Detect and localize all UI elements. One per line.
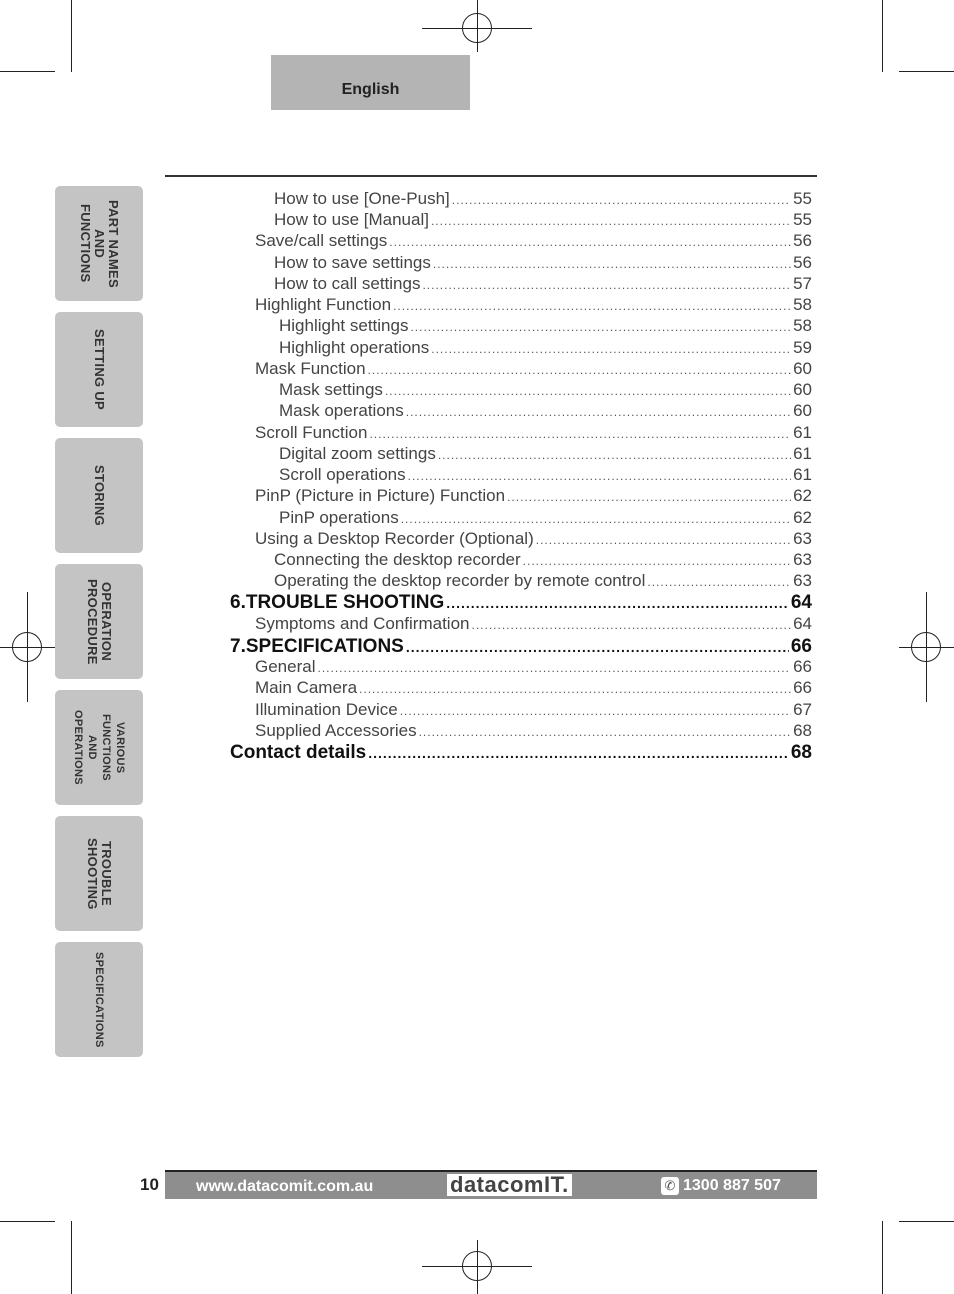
leader-dots [422, 275, 791, 296]
leader-dots [446, 593, 789, 614]
toc-page: 59 [793, 338, 812, 357]
toc-page: 55 [793, 210, 812, 229]
toc-title: Highlight settings [279, 316, 409, 335]
toc-entry[interactable] [230, 507, 812, 528]
toc-title: How to call settings [274, 274, 421, 293]
tab-trouble-shooting[interactable] [55, 816, 143, 931]
toc-entry[interactable] [230, 570, 812, 591]
toc-page: 61 [793, 465, 812, 484]
leader-dots [385, 381, 791, 402]
leader-dots [507, 487, 791, 508]
toc-entry[interactable] [230, 699, 812, 720]
language-tab[interactable] [271, 55, 470, 110]
toc-chapter[interactable] [230, 742, 812, 763]
toc-page: 68 [793, 721, 812, 740]
tab-label: STORING [92, 464, 107, 527]
toc-page: 66 [793, 657, 812, 676]
language-label: English [341, 80, 400, 98]
brand-logo: datacomIT. [447, 1174, 572, 1196]
toc-title: Symptoms and Confirmation [255, 614, 470, 633]
registration-circle [462, 13, 492, 43]
toc-page: 58 [793, 295, 812, 314]
toc-title: Supplied Accessories [255, 721, 417, 740]
toc-entry[interactable] [230, 549, 812, 570]
toc-entry[interactable] [230, 315, 812, 336]
toc-entry[interactable] [230, 485, 812, 506]
toc-entry[interactable] [230, 358, 812, 379]
leader-dots [368, 360, 792, 381]
toc-page: 60 [793, 401, 812, 420]
toc-page: 60 [793, 380, 812, 399]
crop-mark [899, 71, 954, 72]
toc-page: 63 [793, 550, 812, 569]
registration-circle [12, 632, 42, 662]
toc-title: Scroll Function [255, 423, 368, 442]
leader-dots [389, 232, 791, 253]
toc-title: Illumination Device [255, 700, 398, 719]
toc-title: Save/call settings [255, 231, 388, 250]
toc-page: 55 [793, 189, 812, 208]
toc-page: 60 [793, 359, 812, 378]
leader-dots [393, 296, 791, 317]
toc-title: How to use [One-Push] [274, 189, 450, 208]
toc-entry[interactable] [230, 656, 812, 677]
toc-entry[interactable] [230, 252, 812, 273]
leader-dots [406, 402, 791, 423]
toc-title: General [255, 657, 316, 676]
crop-mark [882, 1221, 883, 1294]
toc-title: PinP (Picture in Picture) Function [255, 486, 506, 505]
leader-dots [317, 658, 791, 679]
toc-page: 56 [793, 231, 812, 250]
toc-title: Operating the desktop recorder by remote control [274, 571, 646, 590]
crop-mark [899, 1221, 954, 1222]
tab-label: SPECIFICATIONS [93, 951, 105, 1048]
toc-entry[interactable] [230, 400, 812, 421]
toc-page: 63 [793, 529, 812, 548]
toc-entry[interactable] [230, 294, 812, 315]
toc-title: Contact details [230, 742, 367, 763]
toc-entry[interactable] [230, 188, 812, 209]
toc-title: PinP operations [279, 508, 399, 527]
toc-page: 56 [793, 253, 812, 272]
toc-entry[interactable] [230, 273, 812, 294]
leader-dots [359, 679, 791, 700]
leader-dots [408, 466, 791, 487]
toc-title: Mask Function [255, 359, 366, 378]
footer-bar [165, 1170, 817, 1199]
toc-title: Highlight operations [279, 338, 430, 357]
tab-label: PART NAMES AND FUNCTIONS [78, 199, 121, 288]
phone-contact[interactable] [661, 1177, 781, 1195]
leader-dots [431, 211, 791, 232]
toc-page: 64 [790, 592, 812, 613]
toc-title: 6.TROUBLE SHOOTING [230, 592, 445, 613]
toc-page: 68 [790, 742, 812, 763]
leader-dots [369, 424, 791, 445]
toc-chapter[interactable] [230, 636, 812, 657]
toc-page: 62 [793, 486, 812, 505]
leader-dots [523, 551, 791, 572]
registration-circle [462, 1251, 492, 1281]
toc-chapter[interactable] [230, 592, 812, 613]
toc-entry[interactable] [230, 209, 812, 230]
toc-entry[interactable] [230, 230, 812, 251]
toc-title: Main Camera [255, 678, 358, 697]
toc-title: Using a Desktop Recorder (Optional) [255, 529, 534, 548]
leader-dots [406, 637, 789, 658]
header-rule [165, 175, 817, 177]
phone-number: 1300 887 507 [683, 1177, 781, 1194]
toc-page: 58 [793, 316, 812, 335]
toc-entry[interactable] [230, 443, 812, 464]
toc-page: 57 [793, 274, 812, 293]
registration-circle [911, 632, 941, 662]
toc-page: 66 [790, 636, 812, 657]
toc-page: 62 [793, 508, 812, 527]
toc-title: Mask settings [279, 380, 383, 399]
leader-dots [419, 722, 791, 743]
crop-mark [0, 1221, 55, 1222]
toc-entry[interactable] [230, 379, 812, 400]
toc-page: 61 [793, 423, 812, 442]
tab-operation-procedure[interactable] [55, 564, 143, 679]
tab-label: VARIOUS FUNCTIONS AND OPERATIONS [72, 710, 126, 785]
crop-mark [71, 0, 72, 72]
toc-page: 66 [793, 678, 812, 697]
toc-title: Mask operations [279, 401, 404, 420]
leader-dots [438, 445, 791, 466]
tab-part-names[interactable] [55, 186, 143, 301]
leader-dots [433, 254, 791, 275]
tab-setting-up[interactable] [55, 312, 143, 427]
toc-title: Connecting the desktop recorder [274, 550, 521, 569]
toc-entry[interactable] [230, 720, 812, 741]
page-number: 10 [140, 1175, 159, 1194]
crop-mark [0, 71, 55, 72]
leader-dots [401, 509, 791, 530]
crop-mark [71, 1221, 72, 1294]
leader-dots [471, 615, 791, 636]
toc-entry[interactable] [230, 422, 812, 443]
toc-title: Highlight Function [255, 295, 392, 314]
tab-various-functions[interactable] [55, 690, 143, 805]
toc-title: How to save settings [274, 253, 431, 272]
toc-title: How to use [Manual] [274, 210, 429, 229]
toc-entry[interactable] [230, 528, 812, 549]
tab-label: OPERATION PROCEDURE [85, 578, 114, 665]
leader-dots [368, 743, 789, 764]
toc-title: Scroll operations [279, 465, 406, 484]
leader-dots [400, 701, 791, 722]
toc-entry[interactable] [230, 337, 812, 358]
leader-dots [647, 572, 791, 593]
toc-entry[interactable] [230, 677, 812, 698]
toc-page: 64 [793, 614, 812, 633]
toc-page: 67 [793, 700, 812, 719]
toc-entry[interactable] [230, 613, 812, 634]
toc-page: 61 [793, 444, 812, 463]
leader-dots [452, 190, 791, 211]
leader-dots [410, 317, 791, 338]
crop-mark [882, 0, 883, 72]
leader-dots [536, 530, 791, 551]
leader-dots [431, 339, 791, 360]
toc-entry[interactable] [230, 464, 812, 485]
tab-storing[interactable] [55, 438, 143, 553]
tab-specifications[interactable] [55, 942, 143, 1057]
phone-icon: ✆ [661, 1177, 679, 1195]
tab-label: SETTING UP [92, 328, 107, 410]
website-link[interactable]: www.datacomit.com.au [196, 1178, 374, 1195]
toc-title: 7.SPECIFICATIONS [230, 636, 404, 657]
toc-page: 63 [793, 571, 812, 590]
tab-label: TROUBLE SHOOTING [85, 837, 114, 910]
toc-title: Digital zoom settings [279, 444, 436, 463]
